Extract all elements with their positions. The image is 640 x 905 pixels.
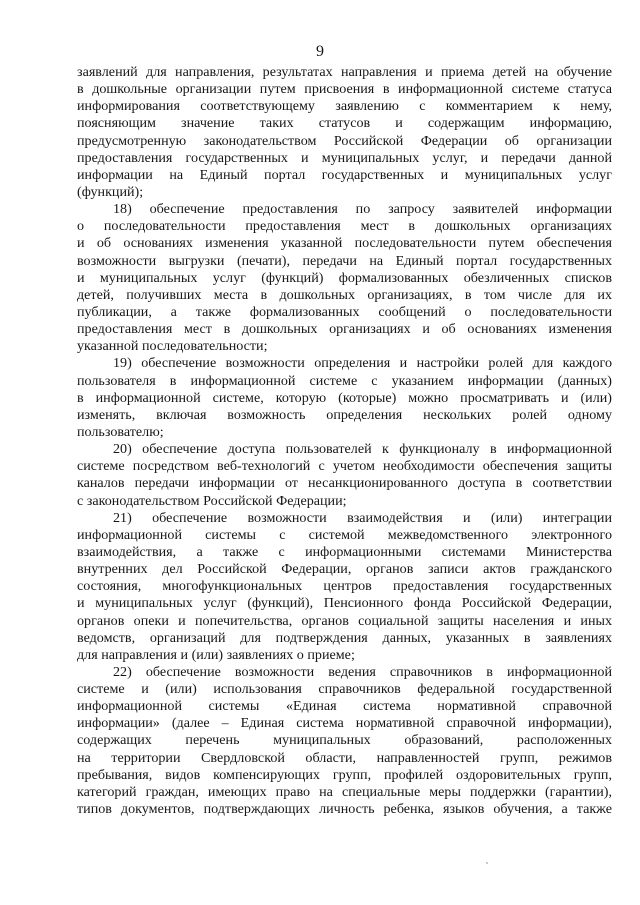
- text-line: каналов передачи информации от несанкционированного доступа в соответствии: [77, 475, 612, 492]
- text-line: ведомств, организаций для подтверждения данных, указанных в заявлениях: [77, 629, 612, 646]
- text-line: (функций);: [77, 183, 144, 200]
- text-line: 19) обеспечение возможности определения и настройки ролей для каждого: [113, 355, 612, 372]
- text-line: пользователю;: [77, 423, 164, 440]
- text-line: 22) обеспечение возможности ведения справочников в информационной: [113, 663, 612, 680]
- text-line: 18) обеспечение предоставления по запросу заявителей информации: [113, 201, 612, 218]
- text-line: и муниципальных услуг (функций) формализованных обезличенных списков: [77, 269, 612, 286]
- text-line: взаимодействия, а также с информационными системами Министерства: [77, 543, 612, 560]
- paragraph-item-22: [77, 664, 612, 818]
- paragraph-continuation: [77, 64, 612, 201]
- text-line: информирования соответствующему заявлению с комментарием к нему,: [77, 98, 612, 115]
- text-line: с законодательством Российской Федерации;: [77, 492, 347, 509]
- text-line: состояния, многофункциональных центров предоставления государственных: [77, 578, 612, 595]
- text-line: для направления и (или) заявлениях о приеме;: [77, 646, 355, 663]
- text-line: 20) обеспечение доступа пользователей к функционалу в информационной: [113, 441, 612, 458]
- text-line: типов документов, подтверждающих личность ребенка, языков обучения, а также: [77, 801, 612, 818]
- text-line: публикации, а также формализованных сообщений о последовательности: [77, 303, 612, 320]
- text-line: пользователя в информационной системе с указанием информации (данных): [77, 372, 612, 389]
- paragraph-item-19: [77, 355, 612, 441]
- text-line: 21) обеспечение возможности взаимодействия и (или) интеграции: [113, 509, 612, 526]
- text-line: на территории Свердловской области, направленностей групп, режимов: [77, 749, 612, 766]
- text-line: детей, получивших места в дошкольных организациях, в том числе для их: [77, 286, 612, 303]
- paragraph-item-18: [77, 201, 612, 355]
- paragraph-item-20: [77, 441, 612, 510]
- text-line: возможности выгрузки (печати), передачи на Единый портал государственных: [77, 252, 612, 269]
- text-line: внутренних дел Российской Федерации, органов записи актов гражданского: [77, 561, 612, 578]
- text-line: заявлений для направления, результатах направления и приема детей на обучение: [77, 64, 612, 80]
- text-line: содержащих перечень муниципальных образований, расположенных: [77, 732, 612, 749]
- text-line: предоставления мест в дошкольных организациях и об основаниях изменения: [77, 321, 612, 338]
- text-line: изменять, включая возможность определения нескольких ролей одному: [77, 406, 612, 423]
- text-line: информации на Единый портал государственных и муниципальных услуг: [77, 166, 612, 183]
- text-line: в дошкольные организации путем присвоения в информационной системе статуса: [77, 81, 612, 98]
- text-line: поясняющим значение таких статусов и содержащим информацию,: [77, 115, 612, 132]
- body-text: [77, 64, 612, 818]
- text-line: и муниципальных услуг (функций), Пенсионного фонда Российской Федерации,: [77, 595, 612, 612]
- text-line: информационной системы «Единая система нормативной справочной: [77, 698, 612, 715]
- text-line: органов опеки и попечительства, органов социальной защиты населения и иных: [77, 612, 612, 629]
- text-line: информационной системы с системой межведомственного электронного: [77, 526, 612, 543]
- text-line: указанной последовательности;: [77, 338, 268, 355]
- text-line: предусмотренную законодательством Российской Федерации об организации: [77, 132, 612, 149]
- text-line: пребывания, видов компенсирующих групп, профилей оздоровительных групп,: [77, 766, 612, 783]
- text-line: предоставления государственных и муниципальных услуг, и передачи данной: [77, 149, 612, 166]
- text-line: системе и (или) использования справочников федеральной государственной: [77, 681, 612, 698]
- paragraph-item-21: [77, 510, 612, 664]
- text-line: о последовательности предоставления мест в дошкольных организациях: [77, 218, 612, 235]
- text-line: системе посредством веб-технологий с учетом необходимости обеспечения защиты: [77, 458, 612, 475]
- scan-speck: [486, 862, 488, 864]
- text-line: и об основаниях изменения указанной последовательности путем обеспечения: [77, 235, 612, 252]
- page-number: 9: [316, 43, 324, 60]
- text-line: в информационной системе, которую (которые) можно просматривать и (или): [77, 389, 612, 406]
- text-line: информации» (далее – Единая система нормативной справочной информации),: [77, 715, 612, 732]
- text-line: категорий граждан, имеющих право на специальные меры поддержки (гарантии),: [77, 783, 612, 800]
